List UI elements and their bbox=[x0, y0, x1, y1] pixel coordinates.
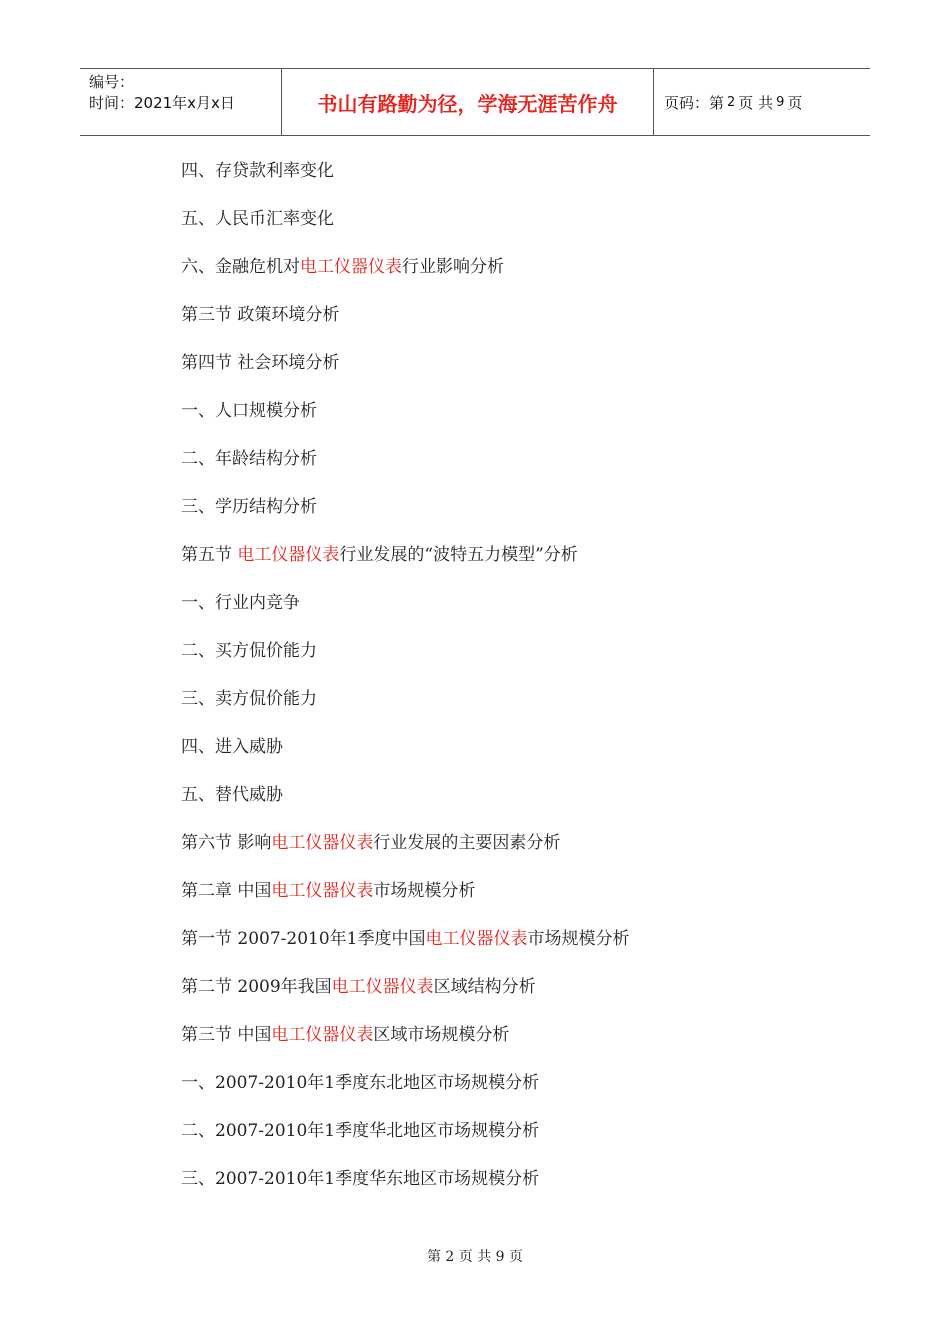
toc-text: 一、人口规模分析 bbox=[181, 401, 317, 421]
toc-line bbox=[181, 829, 831, 877]
toc-line bbox=[181, 589, 831, 637]
toc-line bbox=[181, 397, 831, 445]
toc-highlight-term: 电工仪器仪表 bbox=[331, 977, 434, 997]
toc-text: 区域结构分析 bbox=[433, 977, 536, 997]
toc-text: 三、卖方侃价能力 bbox=[181, 689, 317, 709]
toc-line bbox=[181, 349, 831, 397]
toc-highlight-term: 电工仪器仪表 bbox=[425, 929, 528, 949]
toc-line bbox=[181, 925, 831, 973]
toc-line bbox=[181, 157, 831, 205]
header-page-total: 9 bbox=[776, 94, 785, 110]
toc-text: 区域市场规模分析 bbox=[373, 1025, 510, 1045]
toc-text: 三、学历结构分析 bbox=[181, 497, 317, 517]
toc-line bbox=[181, 973, 831, 1021]
toc-text: 第一节 2007-2010年1季度中国 bbox=[181, 929, 426, 949]
toc-text: 三、2007-2010年1季度华东地区市场规模分析 bbox=[181, 1169, 540, 1189]
header-page-middle: 页 共 bbox=[738, 93, 774, 112]
toc-line bbox=[181, 301, 831, 349]
toc-line bbox=[181, 1165, 831, 1213]
toc-line bbox=[181, 445, 831, 493]
toc-line bbox=[181, 1117, 831, 1165]
document-header bbox=[80, 68, 870, 136]
toc-text: 四、存贷款利率变化 bbox=[181, 161, 334, 181]
toc-line bbox=[181, 493, 831, 541]
header-page-prefix: 页码：第 bbox=[664, 93, 725, 112]
toc-line bbox=[181, 685, 831, 733]
toc-text: 二、2007-2010年1季度华北地区市场规模分析 bbox=[181, 1121, 540, 1141]
toc-text: 第二节 2009年我国 bbox=[181, 977, 332, 997]
toc-text: 第三节 政策环境分析 bbox=[181, 305, 340, 325]
header-page-current: 2 bbox=[727, 94, 736, 110]
toc-highlight-term: 电工仪器仪表 bbox=[271, 833, 374, 853]
toc-text: 二、年龄结构分析 bbox=[181, 449, 317, 469]
header-page-suffix: 页 bbox=[787, 93, 803, 112]
toc-line bbox=[181, 877, 831, 925]
header-meta bbox=[80, 69, 282, 135]
header-number-label: 编号： bbox=[89, 73, 135, 91]
page-footer: 第 2 页 共 9 页 bbox=[426, 1249, 524, 1265]
toc-text: 市场规模分析 bbox=[373, 881, 476, 901]
toc-text: 六、金融危机对 bbox=[181, 257, 300, 277]
toc-text: 一、行业内竞争 bbox=[181, 593, 300, 613]
toc-line bbox=[181, 253, 831, 301]
toc-line bbox=[181, 1021, 831, 1069]
toc-highlight-term: 电工仪器仪表 bbox=[300, 257, 402, 277]
toc-highlight-term: 电工仪器仪表 bbox=[237, 545, 340, 565]
toc-line bbox=[181, 541, 831, 589]
toc-text: 行业影响分析 bbox=[402, 257, 504, 277]
toc-line bbox=[181, 1069, 831, 1117]
toc-text: 一、2007-2010年1季度东北地区市场规模分析 bbox=[181, 1073, 540, 1093]
toc-text: 第六节 影响 bbox=[181, 833, 272, 853]
toc-text: 市场规模分析 bbox=[527, 929, 630, 949]
header-motto: 书山有路勤为径，学海无涯苦作舟 bbox=[282, 69, 654, 135]
toc-text: 二、买方侃价能力 bbox=[181, 641, 317, 661]
table-of-contents bbox=[181, 157, 831, 1213]
header-time-label: 时间：2021年x月x日 bbox=[89, 94, 235, 112]
toc-highlight-term: 电工仪器仪表 bbox=[271, 1025, 374, 1045]
toc-text: 五、人民币汇率变化 bbox=[181, 209, 334, 229]
toc-line bbox=[181, 205, 831, 253]
toc-text: 第三节 中国 bbox=[181, 1025, 272, 1045]
toc-text: 第四节 社会环境分析 bbox=[181, 353, 340, 373]
toc-line bbox=[181, 733, 831, 781]
toc-text: 行业发展的主要因素分析 bbox=[373, 833, 561, 853]
toc-line bbox=[181, 781, 831, 829]
toc-text: 五、替代威胁 bbox=[181, 785, 283, 805]
toc-highlight-term: 电工仪器仪表 bbox=[271, 881, 374, 901]
toc-text: 第二章 中国 bbox=[181, 881, 272, 901]
toc-text: 第五节 bbox=[181, 545, 238, 565]
header-page-info bbox=[654, 69, 870, 135]
toc-text: 行业发展的“波特五力模型”分析 bbox=[339, 545, 578, 565]
toc-line bbox=[181, 637, 831, 685]
toc-text: 四、进入威胁 bbox=[181, 737, 283, 757]
